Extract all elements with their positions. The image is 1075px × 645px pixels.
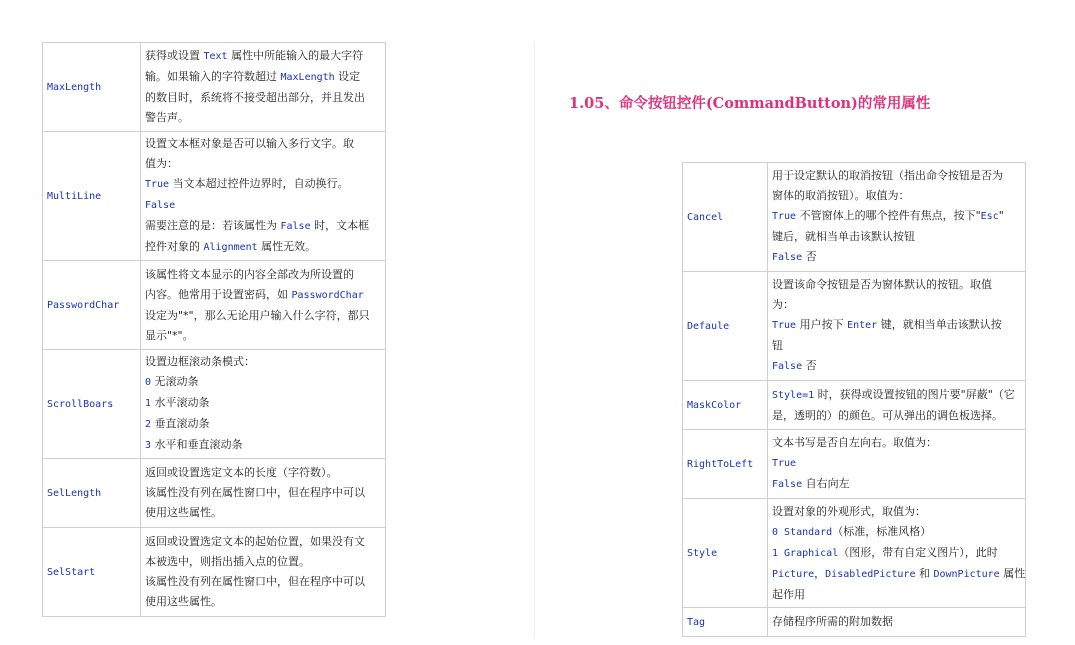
- property-row: [683, 608, 1026, 637]
- code-text: Picture: [772, 568, 815, 580]
- property-name: Tag: [683, 608, 768, 637]
- description-text: 该属性没有列在属性窗口中，但在程序中可以: [145, 575, 365, 588]
- property-row: [43, 528, 386, 617]
- description-text: 设定为"*"，那么无论用户输入什么字符，都只: [145, 308, 370, 322]
- description-text: 返回或设置选定文本的起始位置，如果没有文: [145, 535, 365, 548]
- description-text: 内容。他常用于设置密码，如: [145, 287, 292, 301]
- description-text: 时，获得或设置按钮的图片要"屏蔽"（它: [814, 387, 1015, 401]
- commandbutton-properties-body: [683, 163, 1026, 637]
- description-text: 需要注意的是：若该属性为: [145, 219, 281, 232]
- description-line: [772, 502, 1022, 522]
- textbox-properties-table: [42, 42, 386, 617]
- description-text: 使用这些属性。: [145, 506, 222, 519]
- description-line: [145, 372, 382, 393]
- section-title: 1.05、命令按钮控件(CommandButton)的常用属性: [569, 95, 931, 112]
- code-text: DownPicture: [933, 568, 1000, 580]
- code-text: 0 Standard: [772, 526, 833, 538]
- description-text: 属性: [999, 566, 1026, 580]
- description-line: [772, 612, 1022, 632]
- description-text: 用户按下: [796, 318, 848, 331]
- property-row: [43, 261, 386, 350]
- property-description: [141, 528, 386, 617]
- description-text: 设置该命令按钮是否为窗体默认的按钮。取值: [772, 278, 992, 291]
- code-text: 2: [145, 419, 152, 430]
- description-line: [772, 275, 1022, 295]
- code-text: True: [772, 211, 797, 222]
- property-description: [141, 43, 386, 132]
- property-description: [141, 261, 386, 350]
- description-text: 为：: [772, 298, 794, 311]
- description-text: 本被选中，则指出插入点的位置。: [145, 555, 310, 568]
- description-line: [772, 543, 1022, 564]
- property-row: [683, 381, 1026, 430]
- description-text: 设置边框滚动条模式：: [145, 355, 255, 368]
- property-description: [141, 350, 386, 459]
- description-text: 设定: [334, 70, 361, 83]
- description-line: [145, 435, 382, 456]
- property-name: MaskColor: [683, 381, 768, 430]
- description-line: [145, 195, 382, 216]
- description-line: [145, 306, 382, 326]
- code-text: Style=1: [772, 389, 815, 401]
- property-description: [141, 459, 386, 528]
- description-text: 该属性将文本显示的内容全部改为所设置的: [145, 267, 354, 281]
- code-text: PasswordChar: [291, 289, 364, 301]
- description-line: [772, 564, 1026, 585]
- property-row: [43, 43, 386, 132]
- description-text: 键，就相当单击该默认按: [877, 318, 1002, 331]
- description-line: [772, 522, 1022, 543]
- description-line: [145, 503, 382, 523]
- property-row: [683, 499, 1026, 608]
- description-text: 是，透明的）的颜色。可从弹出的调色板选择。: [772, 408, 1003, 422]
- description-text: ，: [814, 566, 826, 580]
- property-name: Style: [683, 499, 768, 608]
- code-text: Text: [203, 51, 228, 62]
- property-description: [768, 272, 1026, 381]
- property-name: ScrollBoars: [43, 350, 141, 459]
- property-name: PasswordChar: [43, 261, 141, 350]
- property-name: MultiLine: [43, 132, 141, 261]
- code-text: Alignment: [203, 242, 258, 253]
- description-line: [145, 67, 382, 88]
- code-text: False: [145, 200, 176, 211]
- description-text: 值为：: [145, 157, 178, 170]
- description-line: [772, 585, 1022, 605]
- description-text: （图形，带有自定义图片），此时: [838, 545, 998, 559]
- description-line: [145, 552, 382, 572]
- property-description: [768, 499, 1026, 608]
- description-text: 否: [802, 250, 817, 263]
- property-description: [768, 608, 1026, 637]
- property-name: SelLength: [43, 459, 141, 528]
- description-line: [145, 154, 382, 174]
- description-line: [772, 206, 1022, 227]
- description-line: [145, 285, 382, 306]
- description-text: 返回或设置选定文本的长度（字符数）。: [145, 466, 338, 479]
- description-text: 垂直滚动条: [151, 417, 210, 430]
- code-text: DisabledPicture: [825, 568, 916, 580]
- description-text: 设置文本框对象是否可以输入多行文字。取: [145, 137, 354, 150]
- code-text: MaxLength: [280, 72, 335, 83]
- textbox-properties-body: [43, 43, 386, 617]
- description-line: [772, 315, 1022, 336]
- description-line: [145, 532, 382, 552]
- property-name: RightToLeft: [683, 430, 768, 499]
- description-line: [145, 265, 382, 285]
- property-description: [768, 381, 1026, 430]
- description-text: 属性无效。: [257, 240, 317, 253]
- description-line: [145, 393, 382, 414]
- code-text: 1: [145, 398, 152, 409]
- description-line: [772, 356, 1022, 377]
- description-text: 控件对象的: [145, 240, 204, 253]
- code-text: False: [772, 479, 803, 490]
- description-line: [145, 414, 382, 435]
- description-text: 时，文本框: [310, 219, 370, 232]
- property-description: [768, 430, 1026, 499]
- description-text: 使用这些属性。: [145, 595, 222, 608]
- description-text: 起作用: [772, 587, 805, 601]
- property-row: [43, 350, 386, 459]
- description-line: [772, 247, 1022, 268]
- description-text: 水平滚动条: [151, 396, 210, 409]
- description-line: [145, 352, 382, 372]
- description-text: 窗体的取消按钮）。取值为：: [772, 189, 910, 202]
- description-text: 钮: [772, 339, 783, 352]
- description-line: [772, 433, 1022, 453]
- description-text: 设置对象的外观形式，取值为：: [772, 504, 926, 518]
- description-text: 文本书写是否自左向右。取值为：: [772, 436, 937, 449]
- description-line: [772, 295, 1022, 315]
- code-text: False: [280, 221, 311, 232]
- description-line: [145, 326, 382, 346]
- description-text: 获得或设置: [145, 49, 204, 62]
- description-text: 和: [915, 566, 934, 580]
- description-text: 自右向左: [802, 477, 850, 490]
- description-text: （标准，标准风格）: [832, 524, 932, 538]
- description-line: [145, 572, 382, 592]
- description-text: 不管窗体上的哪个控件有焦点，按下": [796, 209, 981, 222]
- property-row: [43, 459, 386, 528]
- code-text: False: [772, 361, 803, 372]
- description-line: [145, 46, 382, 67]
- code-text: Esc: [980, 211, 999, 222]
- property-description: [141, 132, 386, 261]
- code-text: 0: [145, 377, 152, 388]
- description-line: [772, 166, 1022, 186]
- description-line: [772, 385, 1022, 406]
- description-line: [145, 134, 382, 154]
- description-text: 警告声。: [145, 111, 189, 124]
- description-line: [772, 406, 1022, 426]
- column-divider: [534, 42, 535, 638]
- description-text: 的数目时，系统将不接受超出部分，并且发出: [145, 91, 365, 104]
- description-line: [145, 216, 382, 237]
- description-line: [145, 108, 382, 128]
- description-line: [772, 227, 1022, 247]
- description-text: 用于设定默认的取消按钮（指出命令按钮是否为: [772, 169, 1003, 182]
- description-text: 否: [802, 359, 817, 372]
- description-line: [772, 474, 1022, 495]
- code-text: True: [145, 179, 170, 190]
- description-text: 存储程序所需的附加数据: [772, 615, 893, 628]
- description-line: [772, 186, 1022, 206]
- code-text: 3: [145, 440, 152, 451]
- code-text: True: [772, 458, 797, 469]
- description-line: [145, 592, 382, 612]
- property-row: [683, 163, 1026, 272]
- code-text: True: [772, 320, 797, 331]
- description-text: 无滚动条: [151, 375, 199, 388]
- description-text: 输。如果输入的字符数超过: [145, 70, 281, 83]
- property-name: SelStart: [43, 528, 141, 617]
- description-line: [145, 174, 382, 195]
- property-name: Defaule: [683, 272, 768, 381]
- description-line: [145, 463, 382, 483]
- code-text: False: [772, 252, 803, 263]
- property-name: MaxLength: [43, 43, 141, 132]
- property-row: [43, 132, 386, 261]
- property-row: [683, 430, 1026, 499]
- description-line: [145, 88, 382, 108]
- commandbutton-properties-table: [682, 162, 1026, 637]
- description-line: [145, 483, 382, 503]
- description-text: 当文本超过控件边界时，自动换行。: [169, 177, 349, 190]
- description-text: 显示"*"。: [145, 328, 194, 342]
- description-text: 该属性没有列在属性窗口中，但在程序中可以: [145, 486, 365, 499]
- description-text: ": [998, 209, 1004, 222]
- description-text: 属性中所能输入的最大字符: [227, 49, 364, 62]
- description-line: [772, 453, 1022, 474]
- description-line: [772, 336, 1022, 356]
- property-row: [683, 272, 1026, 381]
- property-description: [768, 163, 1026, 272]
- property-name: Cancel: [683, 163, 768, 272]
- description-text: 键后，就相当单击该默认按钮: [772, 230, 915, 243]
- code-text: Enter: [847, 320, 878, 331]
- description-text: 水平和垂直滚动条: [151, 438, 243, 451]
- code-text: 1 Graphical: [772, 547, 839, 559]
- description-line: [145, 237, 382, 258]
